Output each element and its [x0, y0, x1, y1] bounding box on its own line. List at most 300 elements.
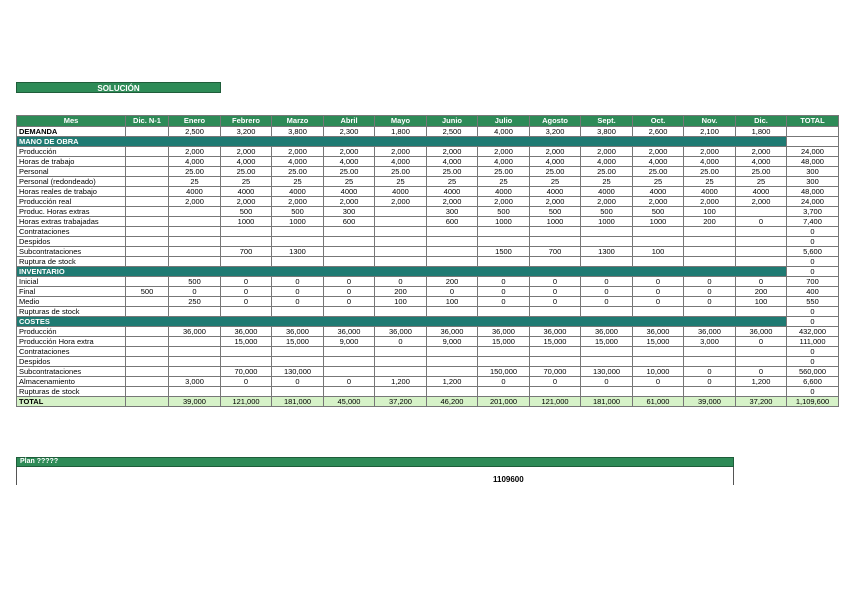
- table-cell[interactable]: 0: [581, 377, 633, 387]
- table-cell[interactable]: 0: [324, 287, 375, 297]
- table-cell[interactable]: 100: [736, 297, 787, 307]
- table-cell[interactable]: 25.00: [169, 167, 221, 177]
- table-cell[interactable]: 111,000: [787, 337, 839, 347]
- table-cell[interactable]: [169, 357, 221, 367]
- table-cell[interactable]: 0: [221, 287, 272, 297]
- table-cell[interactable]: 1,800: [375, 127, 427, 137]
- table-cell[interactable]: 25: [427, 177, 478, 187]
- table-cell[interactable]: 0: [221, 277, 272, 287]
- table-cell[interactable]: [126, 157, 169, 167]
- table-cell[interactable]: [684, 237, 736, 247]
- table-cell[interactable]: 2,000: [324, 147, 375, 157]
- table-cell[interactable]: 2,000: [684, 147, 736, 157]
- table-cell[interactable]: 1,200: [427, 377, 478, 387]
- table-cell[interactable]: 0: [787, 307, 839, 317]
- table-cell[interactable]: 500: [581, 207, 633, 217]
- table-cell[interactable]: 2,000: [324, 197, 375, 207]
- table-cell[interactable]: [272, 237, 324, 247]
- table-cell[interactable]: [169, 257, 221, 267]
- table-cell[interactable]: 25.00: [375, 167, 427, 177]
- table-cell[interactable]: 4000: [375, 187, 427, 197]
- table-cell[interactable]: 70,000: [221, 367, 272, 377]
- table-cell[interactable]: [375, 227, 427, 237]
- table-cell[interactable]: 0: [478, 277, 530, 287]
- table-cell[interactable]: [427, 367, 478, 377]
- table-cell[interactable]: 25.00: [684, 167, 736, 177]
- table-cell[interactable]: [126, 347, 169, 357]
- table-cell[interactable]: [169, 207, 221, 217]
- table-cell[interactable]: 25: [633, 177, 684, 187]
- table-cell[interactable]: [324, 367, 375, 377]
- table-cell[interactable]: [324, 387, 375, 397]
- table-cell[interactable]: 1,109,600: [787, 397, 839, 407]
- table-cell[interactable]: [126, 327, 169, 337]
- table-cell[interactable]: [633, 357, 684, 367]
- table-cell[interactable]: [169, 387, 221, 397]
- table-cell[interactable]: 500: [633, 207, 684, 217]
- table-cell[interactable]: [375, 367, 427, 377]
- table-cell[interactable]: 0: [427, 287, 478, 297]
- table-cell[interactable]: 48,000: [787, 157, 839, 167]
- table-cell[interactable]: [736, 247, 787, 257]
- table-cell[interactable]: 36,000: [530, 327, 581, 337]
- table-cell[interactable]: [126, 227, 169, 237]
- table-cell[interactable]: 0: [633, 277, 684, 287]
- table-cell[interactable]: 0: [221, 377, 272, 387]
- table-cell[interactable]: [221, 347, 272, 357]
- table-cell[interactable]: 550: [787, 297, 839, 307]
- table-cell[interactable]: 3,800: [272, 127, 324, 137]
- table-cell[interactable]: 0: [272, 287, 324, 297]
- table-cell[interactable]: 4000: [427, 187, 478, 197]
- table-cell[interactable]: [126, 167, 169, 177]
- table-cell[interactable]: 600: [324, 217, 375, 227]
- table-cell[interactable]: 2,000: [375, 197, 427, 207]
- table-cell[interactable]: 70,000: [530, 367, 581, 377]
- table-cell[interactable]: 4,000: [375, 157, 427, 167]
- table-cell[interactable]: 200: [427, 277, 478, 287]
- table-cell[interactable]: [126, 377, 169, 387]
- table-cell[interactable]: [736, 307, 787, 317]
- table-cell[interactable]: [375, 387, 427, 397]
- table-cell[interactable]: 1000: [221, 217, 272, 227]
- table-cell[interactable]: [581, 347, 633, 357]
- table-cell[interactable]: 36,000: [581, 327, 633, 337]
- table-cell[interactable]: 36,000: [478, 327, 530, 337]
- table-cell[interactable]: [221, 257, 272, 267]
- table-cell[interactable]: 0: [581, 277, 633, 287]
- table-cell[interactable]: [530, 227, 581, 237]
- table-cell[interactable]: [375, 247, 427, 257]
- table-cell[interactable]: 36,000: [272, 327, 324, 337]
- table-cell[interactable]: 181,000: [272, 397, 324, 407]
- table-cell[interactable]: [324, 357, 375, 367]
- table-cell[interactable]: 37,200: [375, 397, 427, 407]
- table-cell[interactable]: 2,000: [427, 197, 478, 207]
- table-cell[interactable]: 4000: [633, 187, 684, 197]
- table-cell[interactable]: 0: [684, 277, 736, 287]
- table-cell[interactable]: 3,200: [221, 127, 272, 137]
- table-cell[interactable]: 2,000: [221, 147, 272, 157]
- table-cell[interactable]: [427, 257, 478, 267]
- table-cell[interactable]: 37,200: [736, 397, 787, 407]
- table-cell[interactable]: 130,000: [581, 367, 633, 377]
- table-cell[interactable]: [169, 217, 221, 227]
- table-cell[interactable]: 130,000: [272, 367, 324, 377]
- table-cell[interactable]: 2,000: [478, 197, 530, 207]
- table-cell[interactable]: 0: [787, 227, 839, 237]
- table-cell[interactable]: 1,200: [736, 377, 787, 387]
- table-cell[interactable]: 39,000: [169, 397, 221, 407]
- table-cell[interactable]: 25.00: [272, 167, 324, 177]
- table-cell[interactable]: 36,000: [324, 327, 375, 337]
- table-cell[interactable]: [478, 307, 530, 317]
- table-cell[interactable]: [684, 357, 736, 367]
- table-cell[interactable]: 45,000: [324, 397, 375, 407]
- table-cell[interactable]: [478, 237, 530, 247]
- table-cell[interactable]: 0: [272, 277, 324, 287]
- table-cell[interactable]: 25: [736, 177, 787, 187]
- table-cell[interactable]: 0: [787, 387, 839, 397]
- table-cell[interactable]: [375, 217, 427, 227]
- table-cell[interactable]: [427, 247, 478, 257]
- table-cell[interactable]: [478, 357, 530, 367]
- table-cell[interactable]: 2,000: [478, 147, 530, 157]
- table-cell[interactable]: 39,000: [684, 397, 736, 407]
- table-cell[interactable]: 300: [324, 207, 375, 217]
- table-cell[interactable]: [324, 347, 375, 357]
- table-cell[interactable]: [324, 247, 375, 257]
- table-cell[interactable]: 181,000: [581, 397, 633, 407]
- table-cell[interactable]: 500: [272, 207, 324, 217]
- table-cell[interactable]: 4000: [478, 187, 530, 197]
- table-cell[interactable]: 0: [581, 297, 633, 307]
- table-cell[interactable]: [478, 347, 530, 357]
- table-cell[interactable]: 9,000: [427, 337, 478, 347]
- table-cell[interactable]: 3,700: [787, 207, 839, 217]
- table-cell[interactable]: [478, 387, 530, 397]
- table-cell[interactable]: [736, 207, 787, 217]
- table-cell[interactable]: 2,000: [581, 197, 633, 207]
- table-cell[interactable]: 25: [169, 177, 221, 187]
- table-cell[interactable]: [324, 257, 375, 267]
- table-cell[interactable]: 1000: [581, 217, 633, 227]
- table-cell[interactable]: [126, 357, 169, 367]
- table-cell[interactable]: [126, 297, 169, 307]
- table-cell[interactable]: 4,000: [581, 157, 633, 167]
- table-cell[interactable]: 15,000: [272, 337, 324, 347]
- table-cell[interactable]: 4000: [736, 187, 787, 197]
- table-cell[interactable]: 0: [787, 357, 839, 367]
- table-cell[interactable]: 6,600: [787, 377, 839, 387]
- table-cell[interactable]: [684, 387, 736, 397]
- table-cell[interactable]: 48,000: [787, 187, 839, 197]
- table-cell[interactable]: 1000: [272, 217, 324, 227]
- table-cell[interactable]: 2,000: [633, 147, 684, 157]
- table-cell[interactable]: [375, 347, 427, 357]
- table-cell[interactable]: 0: [324, 377, 375, 387]
- table-cell[interactable]: 36,000: [684, 327, 736, 337]
- table-cell[interactable]: 100: [684, 207, 736, 217]
- table-cell[interactable]: 4,000: [478, 127, 530, 137]
- table-cell[interactable]: 25: [478, 177, 530, 187]
- table-cell[interactable]: 3,000: [684, 337, 736, 347]
- table-cell[interactable]: [324, 237, 375, 247]
- table-cell[interactable]: 4000: [169, 187, 221, 197]
- table-cell[interactable]: [272, 357, 324, 367]
- table-cell[interactable]: 0: [375, 337, 427, 347]
- table-cell[interactable]: 700: [221, 247, 272, 257]
- table-cell[interactable]: 0: [530, 377, 581, 387]
- table-cell[interactable]: [581, 227, 633, 237]
- table-cell[interactable]: 24,000: [787, 197, 839, 207]
- table-cell[interactable]: 2,000: [272, 147, 324, 157]
- table-cell[interactable]: [787, 127, 839, 137]
- table-cell[interactable]: 600: [427, 217, 478, 227]
- table-cell[interactable]: 0: [478, 377, 530, 387]
- table-cell[interactable]: 1500: [478, 247, 530, 257]
- table-cell[interactable]: [126, 257, 169, 267]
- table-cell[interactable]: 2,000: [736, 197, 787, 207]
- table-cell[interactable]: 61,000: [633, 397, 684, 407]
- table-cell[interactable]: 0: [375, 277, 427, 287]
- table-cell[interactable]: [633, 347, 684, 357]
- table-cell[interactable]: 15,000: [530, 337, 581, 347]
- table-cell[interactable]: [684, 307, 736, 317]
- table-cell[interactable]: [272, 227, 324, 237]
- table-cell[interactable]: 1300: [581, 247, 633, 257]
- table-cell[interactable]: 200: [684, 217, 736, 227]
- table-cell[interactable]: [530, 357, 581, 367]
- table-cell[interactable]: 201,000: [478, 397, 530, 407]
- table-cell[interactable]: [126, 177, 169, 187]
- table-cell[interactable]: [169, 337, 221, 347]
- table-cell[interactable]: [375, 237, 427, 247]
- table-cell[interactable]: [272, 347, 324, 357]
- table-cell[interactable]: 25.00: [324, 167, 375, 177]
- table-cell[interactable]: 25: [530, 177, 581, 187]
- table-cell[interactable]: 0: [787, 237, 839, 247]
- table-cell[interactable]: [169, 227, 221, 237]
- table-cell[interactable]: [324, 227, 375, 237]
- table-cell[interactable]: 24,000: [787, 147, 839, 157]
- table-cell[interactable]: 560,000: [787, 367, 839, 377]
- table-cell[interactable]: [530, 347, 581, 357]
- table-cell[interactable]: 0: [169, 287, 221, 297]
- table-cell[interactable]: 9,000: [324, 337, 375, 347]
- table-cell[interactable]: 2,000: [169, 197, 221, 207]
- table-cell[interactable]: [581, 387, 633, 397]
- table-cell[interactable]: [169, 247, 221, 257]
- table-cell[interactable]: 0: [272, 377, 324, 387]
- table-cell[interactable]: [530, 387, 581, 397]
- table-cell[interactable]: [684, 347, 736, 357]
- table-cell[interactable]: 121,000: [221, 397, 272, 407]
- table-cell[interactable]: 4,000: [530, 157, 581, 167]
- table-cell[interactable]: [272, 257, 324, 267]
- table-cell[interactable]: 300: [787, 177, 839, 187]
- table-cell[interactable]: 200: [375, 287, 427, 297]
- table-cell[interactable]: [126, 337, 169, 347]
- table-cell[interactable]: 0: [530, 297, 581, 307]
- table-cell[interactable]: 2,500: [169, 127, 221, 137]
- table-cell[interactable]: 1000: [633, 217, 684, 227]
- table-cell[interactable]: 2,000: [272, 197, 324, 207]
- table-cell[interactable]: 2,000: [736, 147, 787, 157]
- table-cell[interactable]: 4,000: [169, 157, 221, 167]
- table-cell[interactable]: 0: [736, 277, 787, 287]
- table-cell[interactable]: 4,000: [272, 157, 324, 167]
- table-cell[interactable]: 500: [478, 207, 530, 217]
- table-cell[interactable]: 0: [684, 297, 736, 307]
- table-cell[interactable]: 0: [221, 297, 272, 307]
- table-cell[interactable]: 1000: [478, 217, 530, 227]
- table-cell[interactable]: 0: [736, 217, 787, 227]
- table-cell[interactable]: 4000: [324, 187, 375, 197]
- table-cell[interactable]: 2,000: [221, 197, 272, 207]
- table-cell[interactable]: 25.00: [581, 167, 633, 177]
- table-cell[interactable]: 7,400: [787, 217, 839, 227]
- table-cell[interactable]: [126, 207, 169, 217]
- table-cell[interactable]: 2,000: [530, 197, 581, 207]
- table-cell[interactable]: 4000: [221, 187, 272, 197]
- table-cell[interactable]: [633, 257, 684, 267]
- table-cell[interactable]: [633, 237, 684, 247]
- table-cell[interactable]: 2,000: [684, 197, 736, 207]
- table-cell[interactable]: 1300: [272, 247, 324, 257]
- table-cell[interactable]: [169, 367, 221, 377]
- table-cell[interactable]: 25: [324, 177, 375, 187]
- table-cell[interactable]: 500: [169, 277, 221, 287]
- table-cell[interactable]: [530, 257, 581, 267]
- table-cell[interactable]: [427, 227, 478, 237]
- table-cell[interactable]: 2,100: [684, 127, 736, 137]
- table-cell[interactable]: 2,000: [530, 147, 581, 157]
- table-cell[interactable]: 200: [736, 287, 787, 297]
- table-cell[interactable]: 0: [736, 367, 787, 377]
- table-cell[interactable]: [633, 227, 684, 237]
- table-cell[interactable]: 4000: [684, 187, 736, 197]
- table-cell[interactable]: [126, 127, 169, 137]
- table-cell[interactable]: [736, 257, 787, 267]
- table-cell[interactable]: 0: [478, 297, 530, 307]
- table-cell[interactable]: 25: [221, 177, 272, 187]
- table-cell[interactable]: 2,300: [324, 127, 375, 137]
- table-cell[interactable]: [169, 307, 221, 317]
- table-cell[interactable]: [684, 247, 736, 257]
- table-cell[interactable]: 4,000: [324, 157, 375, 167]
- table-cell[interactable]: [221, 357, 272, 367]
- table-cell[interactable]: [126, 307, 169, 317]
- table-cell[interactable]: [375, 257, 427, 267]
- table-cell[interactable]: 4,000: [633, 157, 684, 167]
- table-cell[interactable]: 4,000: [478, 157, 530, 167]
- table-cell[interactable]: [581, 257, 633, 267]
- table-cell[interactable]: [221, 387, 272, 397]
- table-cell[interactable]: 15,000: [581, 337, 633, 347]
- table-cell[interactable]: 25.00: [736, 167, 787, 177]
- table-cell[interactable]: 25: [581, 177, 633, 187]
- table-cell[interactable]: [126, 217, 169, 227]
- table-cell[interactable]: 25: [272, 177, 324, 187]
- table-cell[interactable]: [169, 237, 221, 247]
- table-cell[interactable]: 150,000: [478, 367, 530, 377]
- table-cell[interactable]: [126, 237, 169, 247]
- table-cell[interactable]: 100: [427, 297, 478, 307]
- table-cell[interactable]: 121,000: [530, 397, 581, 407]
- table-cell[interactable]: [126, 197, 169, 207]
- table-cell[interactable]: [375, 207, 427, 217]
- table-cell[interactable]: 4000: [530, 187, 581, 197]
- table-cell[interactable]: 0: [684, 287, 736, 297]
- table-cell[interactable]: [427, 237, 478, 247]
- table-cell[interactable]: [530, 237, 581, 247]
- table-cell[interactable]: 25: [684, 177, 736, 187]
- table-cell[interactable]: [684, 227, 736, 237]
- table-cell[interactable]: 2,000: [375, 147, 427, 157]
- table-cell[interactable]: [126, 397, 169, 407]
- table-cell[interactable]: [736, 347, 787, 357]
- table-cell[interactable]: 0: [530, 277, 581, 287]
- table-cell[interactable]: [736, 237, 787, 247]
- table-cell[interactable]: [581, 237, 633, 247]
- table-cell[interactable]: 0: [787, 347, 839, 357]
- table-cell[interactable]: [736, 227, 787, 237]
- table-cell[interactable]: [126, 247, 169, 257]
- table-cell[interactable]: [221, 237, 272, 247]
- table-cell[interactable]: [126, 277, 169, 287]
- table-cell[interactable]: [684, 257, 736, 267]
- table-cell[interactable]: 4,000: [736, 157, 787, 167]
- table-cell[interactable]: 3,800: [581, 127, 633, 137]
- table-cell[interactable]: 5,600: [787, 247, 839, 257]
- table-cell[interactable]: 0: [272, 297, 324, 307]
- table-cell[interactable]: 300: [787, 167, 839, 177]
- table-cell[interactable]: [478, 257, 530, 267]
- table-cell[interactable]: 0: [581, 287, 633, 297]
- table-cell[interactable]: 46,200: [427, 397, 478, 407]
- table-cell[interactable]: 36,000: [427, 327, 478, 337]
- table-cell[interactable]: [375, 307, 427, 317]
- table-cell[interactable]: 100: [633, 247, 684, 257]
- table-cell[interactable]: [530, 307, 581, 317]
- table-cell[interactable]: 2,600: [633, 127, 684, 137]
- table-cell[interactable]: [126, 387, 169, 397]
- table-cell[interactable]: [736, 387, 787, 397]
- table-cell[interactable]: 4,000: [427, 157, 478, 167]
- table-cell[interactable]: [581, 357, 633, 367]
- table-cell[interactable]: 25.00: [427, 167, 478, 177]
- table-cell[interactable]: 10,000: [633, 367, 684, 377]
- table-cell[interactable]: 15,000: [633, 337, 684, 347]
- table-cell[interactable]: [427, 357, 478, 367]
- table-cell[interactable]: 0: [684, 377, 736, 387]
- table-cell[interactable]: [633, 307, 684, 317]
- table-cell[interactable]: 25.00: [530, 167, 581, 177]
- table-cell[interactable]: 2,500: [427, 127, 478, 137]
- table-cell[interactable]: 400: [787, 287, 839, 297]
- table-cell[interactable]: 0: [633, 377, 684, 387]
- table-cell[interactable]: 4,000: [221, 157, 272, 167]
- table-cell[interactable]: 250: [169, 297, 221, 307]
- table-cell[interactable]: 0: [736, 337, 787, 347]
- table-cell[interactable]: 2,000: [633, 197, 684, 207]
- table-cell[interactable]: [272, 387, 324, 397]
- table-cell[interactable]: 1,200: [375, 377, 427, 387]
- table-cell[interactable]: 25.00: [221, 167, 272, 177]
- table-cell[interactable]: 0: [633, 287, 684, 297]
- table-cell[interactable]: 2,000: [169, 147, 221, 157]
